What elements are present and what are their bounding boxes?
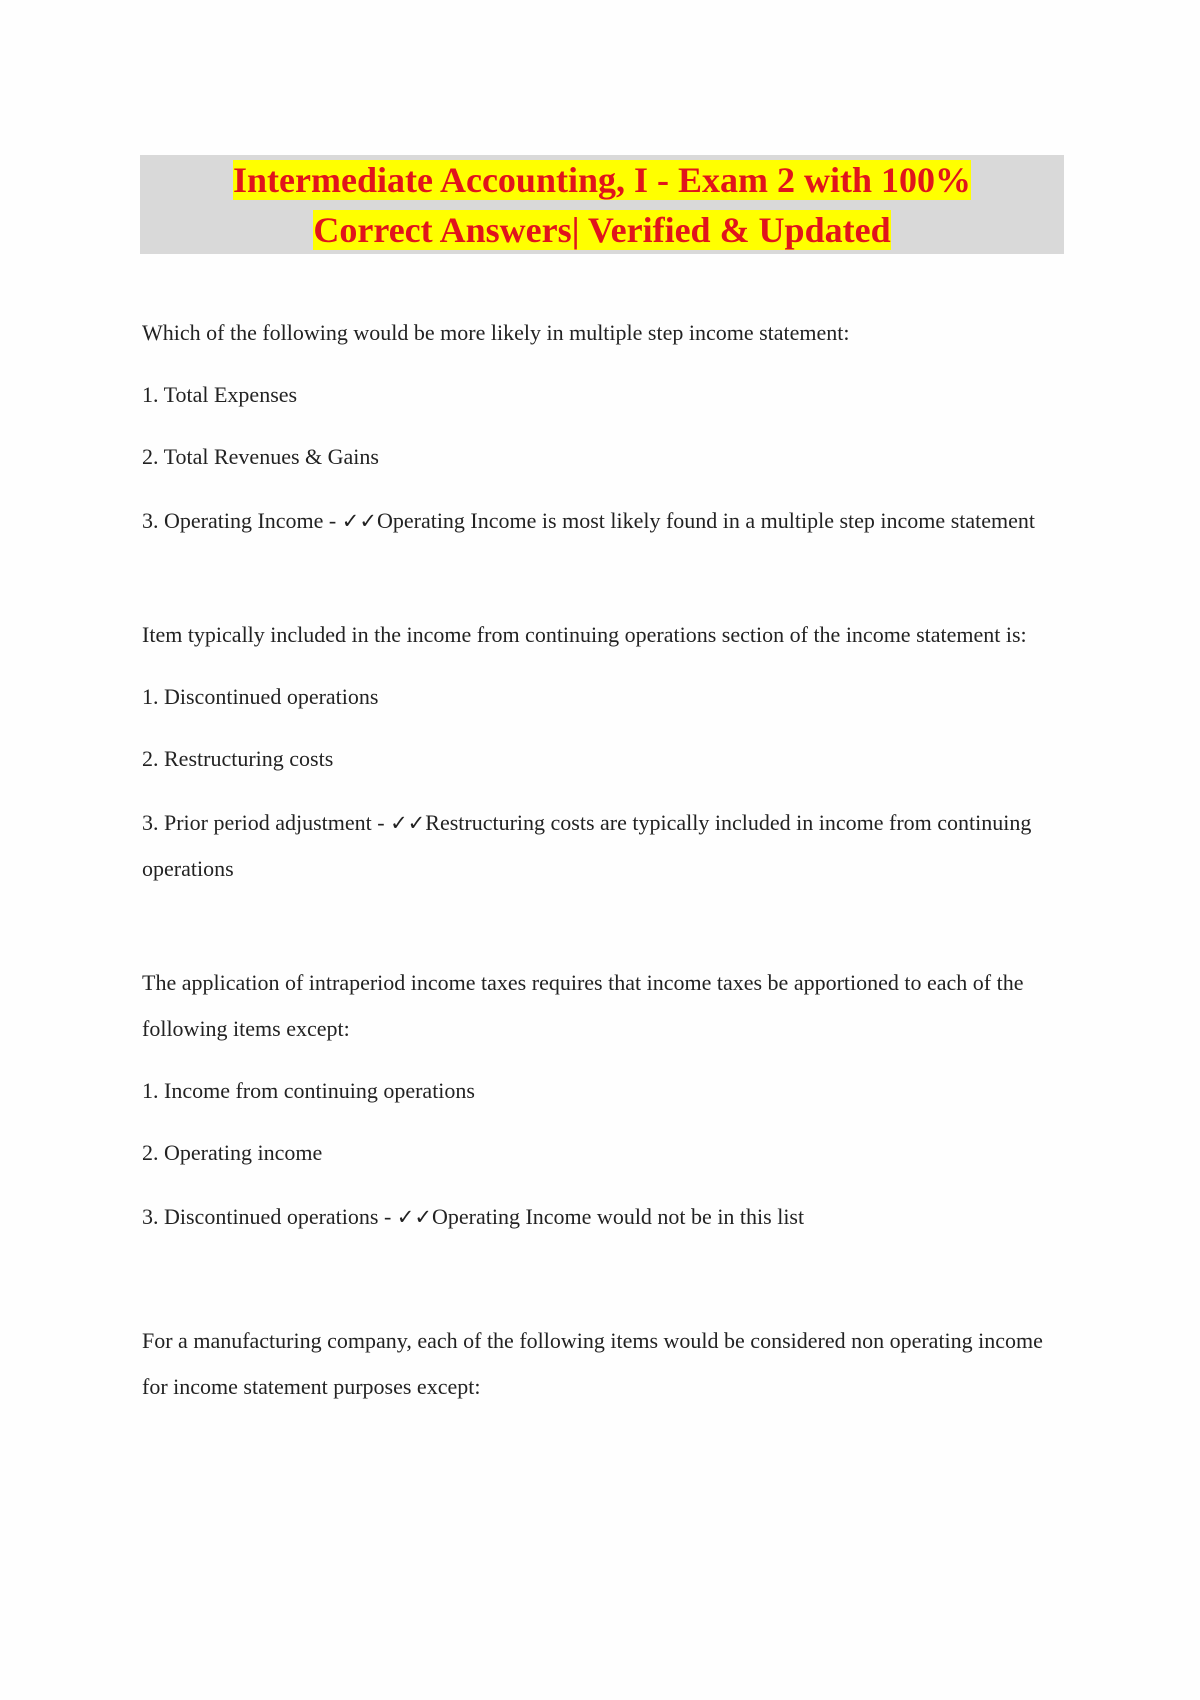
question-text: Which of the following would be more likely in multiple step income statement: bbox=[142, 320, 850, 345]
option-item: 3. Prior period adjustment - bbox=[142, 810, 391, 835]
question-text: The application of intraperiod income taxes requires that income taxes be apportioned to each of the following items except: bbox=[142, 970, 1024, 1041]
question-block bbox=[142, 1318, 1062, 1410]
option-with-answer bbox=[142, 498, 1062, 544]
check-mark-icon: ✓✓ bbox=[396, 1205, 432, 1229]
document-title-banner bbox=[140, 155, 1064, 254]
check-mark-icon: ✓✓ bbox=[390, 811, 426, 835]
option-item: 1. Discontinued operations bbox=[142, 684, 379, 709]
document-title bbox=[233, 155, 971, 255]
option-with-answer bbox=[142, 800, 1062, 892]
question-text: Item typically included in the income from continuing operations section of the income statement is: bbox=[142, 622, 1027, 647]
check-mark-icon: ✓✓ bbox=[341, 509, 377, 533]
question-text: For a manufacturing company, each of the following items would be considered non operating income for income statement purposes except: bbox=[142, 1328, 1043, 1399]
answer-text: Operating Income is most likely found in a multiple step income statement bbox=[376, 508, 1035, 533]
title-line-2: Correct Answers| Verified & Updated bbox=[313, 209, 891, 250]
title-line-1: Intermediate Accounting, I - Exam 2 with 100% bbox=[233, 159, 971, 200]
option-item: 3. Operating Income - bbox=[142, 508, 342, 533]
question-block bbox=[142, 612, 1062, 892]
option-item: 2. Operating income bbox=[142, 1140, 323, 1165]
answer-text: Restructuring costs are typically included in income from continuing operations bbox=[142, 810, 1032, 881]
question-block bbox=[142, 960, 1062, 1240]
option-with-answer bbox=[142, 1194, 1062, 1240]
document-body bbox=[142, 310, 1062, 1410]
option-item: 2. Restructuring costs bbox=[142, 746, 334, 771]
option-item: 2. Total Revenues & Gains bbox=[142, 444, 379, 469]
question-block bbox=[142, 310, 1062, 544]
option-item: 1. Income from continuing operations bbox=[142, 1078, 475, 1103]
option-item: 3. Discontinued operations - bbox=[142, 1204, 397, 1229]
option-item: 1. Total Expenses bbox=[142, 382, 298, 407]
answer-text: Operating Income would not be in this list bbox=[432, 1204, 805, 1229]
